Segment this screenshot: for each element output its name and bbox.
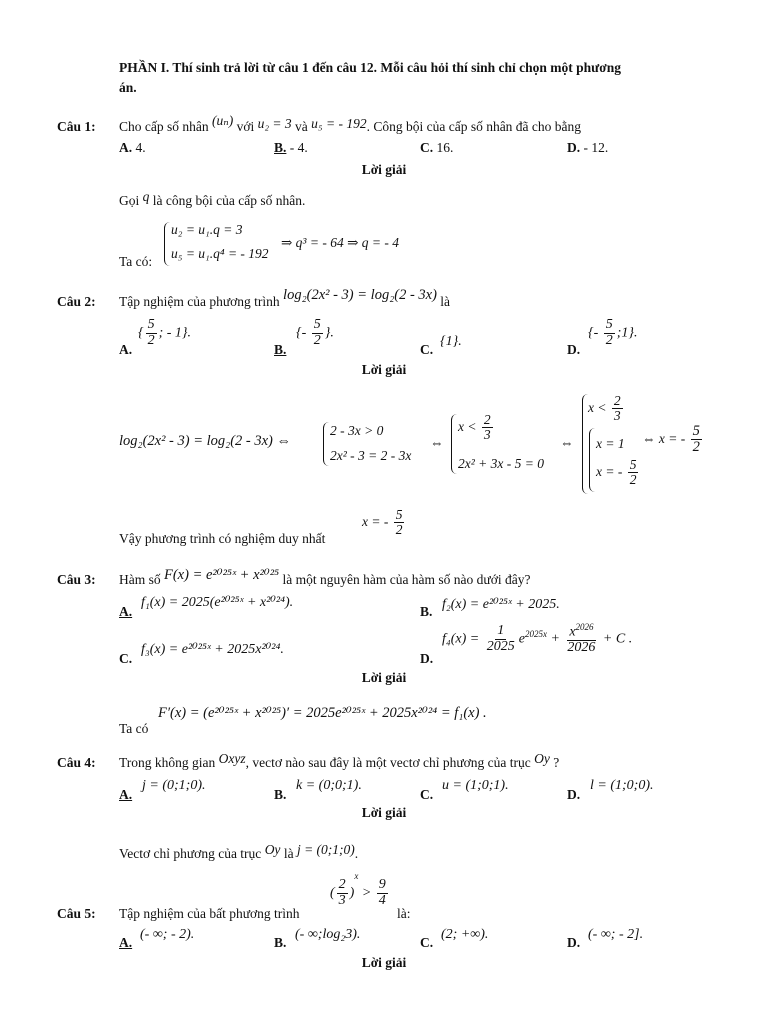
- q1-option-c[interactable]: C. 16.: [420, 140, 454, 155]
- q5-option-c-value: (2; +∞).: [441, 927, 489, 942]
- q5-option-d[interactable]: D.: [567, 935, 581, 950]
- q2-option-b[interactable]: B.: [274, 342, 287, 357]
- q2-system1-line1: 2 - 3x > 0: [330, 423, 384, 438]
- q3-option-c-value: f₃(x) = e²⁰²⁵ˣ + 2025x²⁰²⁴.: [141, 642, 284, 657]
- q3-option-d[interactable]: D.: [420, 651, 434, 666]
- q2-system2-line1: x < $\frac{2}{3}$: [458, 412, 491, 443]
- q2-system2-line2: 2x² + 3x - 5 = 0: [458, 456, 544, 471]
- q3-option-a-value: f₁(x) = 2025(e²⁰²⁵ˣ + x²⁰²⁴).: [141, 595, 294, 610]
- question-3-text: Hàm số F(x) = e²⁰²⁵ˣ + x²⁰²⁵ là một nguyên hàm của hàm số nào dưới đây?: [119, 567, 531, 587]
- q5-option-a-value: (- ∞; - 2).: [140, 927, 195, 942]
- q4-option-b-value: k = (0;0;1).: [296, 778, 362, 793]
- q1-option-b[interactable]: B. - 4.: [274, 140, 308, 155]
- q2-option-d-value: {- $\frac{5}{2}$ ;1}.: [588, 317, 638, 348]
- q2-conclusion-answer: x = - $\frac{5}{2}$: [362, 507, 403, 538]
- q2-solution-label: Lời giải: [361, 362, 407, 377]
- q2-system1-line2: 2x² - 3 = 2 - 3x: [330, 448, 412, 463]
- q4-option-a-value: j = (0;1;0).: [142, 778, 206, 793]
- q3-option-b[interactable]: B.: [420, 604, 433, 619]
- q4-solution-label: Lời giải: [361, 805, 407, 820]
- q2-solution-equation: log₂(2x² - 3) = log₂(2 - 3x) ⇔: [119, 433, 291, 449]
- q4-option-d[interactable]: D.: [567, 787, 581, 802]
- question-5-text: Tập nghiệm của bất phương trình: [119, 906, 300, 921]
- q2-system2-brace: [451, 414, 458, 474]
- section-header-line2: án.: [119, 80, 137, 95]
- question-2-label: Câu 2:: [57, 294, 96, 309]
- q1-system-line1: u₂ = u₁.q = 3: [171, 222, 243, 237]
- q4-option-c[interactable]: C.: [420, 787, 434, 802]
- q2-option-a[interactable]: A.: [119, 342, 133, 357]
- section-header-line1: PHẦN I. Thí sinh trả lời từ câu 1 đến câu 12. Mỗi câu hỏi thí sinh chỉ chọn một phương: [119, 60, 621, 75]
- q2-option-c[interactable]: C.: [420, 342, 434, 357]
- q3-option-b-value: f₂(x) = e²⁰²⁵ˣ + 2025.: [442, 597, 560, 612]
- question-2-text: Tập nghiệm của phương trình log₂(2x² - 3) = log₂(2 - 3x) là: [119, 287, 451, 309]
- q4-option-a[interactable]: A.: [119, 787, 133, 802]
- q4-option-d-value: l = (1;0;0).: [590, 778, 654, 793]
- q1-option-a[interactable]: A. 4.: [119, 140, 146, 155]
- q5-option-b[interactable]: B.: [274, 935, 287, 950]
- q2-equiv-arrow-1: ⇔: [430, 435, 444, 450]
- q2-conclusion: Vậy phương trình có nghiệm duy nhất: [119, 531, 326, 546]
- q1-option-d[interactable]: D. - 12.: [567, 140, 609, 155]
- q5-inequality: ( $\frac{2}{3}$ )$^x$ > $\frac{9}{4}$: [330, 870, 386, 908]
- q2-option-c-value: {1}.: [440, 334, 462, 349]
- q3-solution-label: Lời giải: [361, 670, 407, 685]
- q1-solution-label: Lời giải: [361, 162, 407, 177]
- q1-solution-prefix: Ta có:: [119, 254, 153, 269]
- q3-option-c[interactable]: C.: [119, 651, 133, 666]
- question-5-text-end: là:: [397, 906, 411, 921]
- q2-system3-inner-bracket: [589, 428, 595, 492]
- q2-option-b-value: {- $\frac{5}{2}$ }.: [296, 317, 334, 348]
- q2-case-3: x = - $\frac{5}{2}$: [596, 457, 637, 488]
- q2-option-d[interactable]: D.: [567, 342, 581, 357]
- q3-option-d-value: f₄(x) = $\frac{1}{2025}$ $e^{2025x}$ + $\frac{x^{2026}}{2026}$ + C .: [442, 622, 633, 656]
- q3-solution-prefix: Ta có: [119, 721, 149, 736]
- q5-option-d-value: (- ∞; - 2].: [588, 927, 644, 942]
- q3-solution-equation: F′(x) = (e²⁰²⁵ˣ + x²⁰²⁵)′ = 2025e²⁰²⁵ˣ + 2025x²⁰²⁴ = f₁(x) .: [158, 705, 487, 721]
- q2-case-2: x = 1: [596, 436, 625, 451]
- q5-option-b-value: (- ∞;log₂3).: [295, 927, 361, 942]
- q5-option-a[interactable]: A.: [119, 935, 133, 950]
- question-4-text: Trong không gian Oxyz, vectơ nào sau đây là một vectơ chỉ phương của trục Oy ?: [119, 751, 560, 770]
- q3-option-a[interactable]: A.: [119, 604, 133, 619]
- question-4-label: Câu 4:: [57, 755, 96, 770]
- question-1-text: Cho cấp số nhân (uₙ) với u₂ = 3 và u₅ = - 192. Công bội của cấp số nhân đã cho bằng: [119, 113, 582, 134]
- q5-solution-label: Lời giải: [361, 955, 407, 970]
- q2-system1-brace: [323, 422, 330, 466]
- q1-solution-line1: Gọi q là công bội của cấp số nhân.: [119, 189, 306, 208]
- question-5-label: Câu 5:: [57, 906, 96, 921]
- q2-equiv-arrow-2: ⇔: [560, 435, 574, 450]
- q4-solution: Vectơ chỉ phương của trục Oy là j = (0;1;0).: [119, 842, 359, 861]
- q4-option-c-value: u = (1;0;1).: [442, 778, 509, 793]
- q1-solution-result: ⇒ q³ = - 64 ⇒ q = - 4: [281, 235, 400, 250]
- q1-system-brace: [164, 222, 171, 266]
- q5-option-c[interactable]: C.: [420, 935, 434, 950]
- q2-option-a-value: { $\frac{5}{2}$ ; - 1}.: [138, 317, 192, 348]
- question-1-label: Câu 1:: [57, 119, 96, 134]
- q1-system-line2: u₅ = u₁.q⁴ = - 192: [171, 246, 269, 261]
- question-3-label: Câu 3:: [57, 572, 96, 587]
- q4-option-b[interactable]: B.: [274, 787, 287, 802]
- q2-case-1: x < $\frac{2}{3}$: [588, 393, 621, 424]
- q2-final-answer: ⇔ x = - $\frac{5}{2}$: [642, 423, 700, 456]
